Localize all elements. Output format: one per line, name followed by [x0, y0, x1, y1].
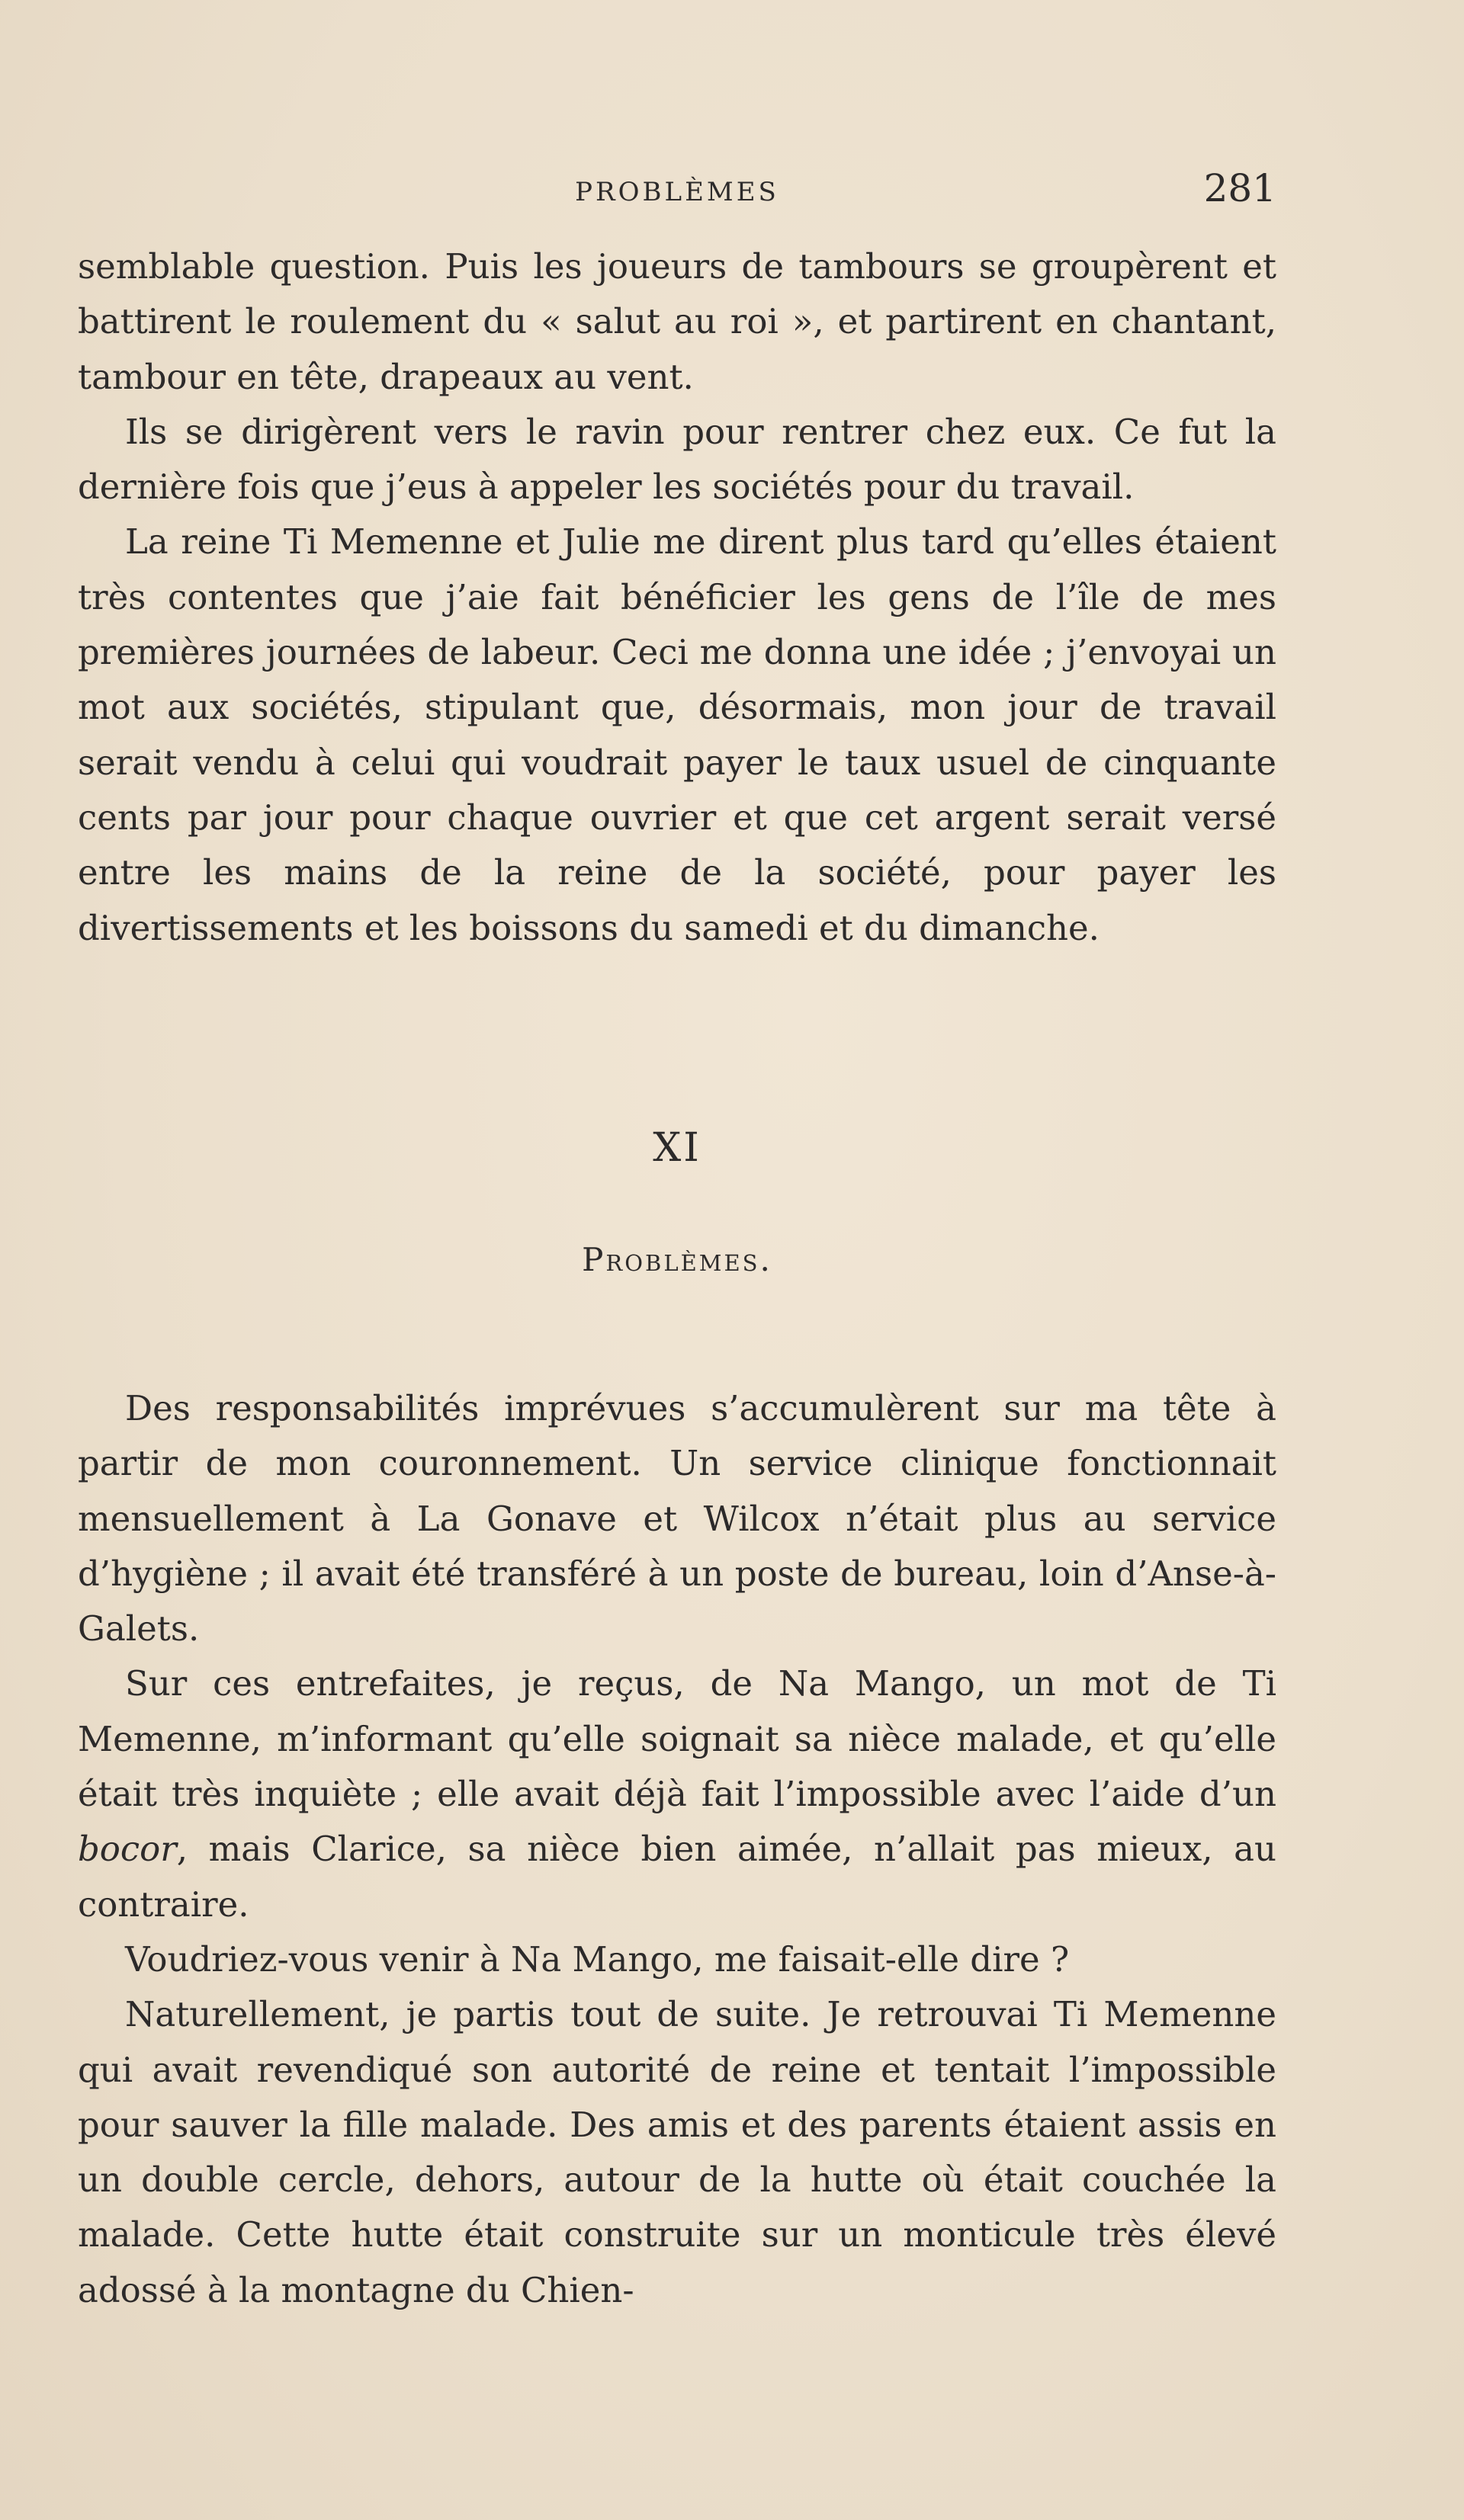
paragraph: semblable question. Puis les joueurs de tambours se groupèrent et battirent le roulement du « salut au roi », et partirent en chantant, tambour en tête, drapeaux au vent. [78, 246, 1276, 397]
paragraph: Naturellement, je partis tout de suite. Je retrouvai Ti Memenne qui avait revendiqué son autorité de reine et tentait l’impossible pour sauver la fille malade. Des amis et des parents étaient assis en un double cercle, dehors, autour de la hutte où était couchée la malade. Cette hutte était construite sur un monticule très élevé adossé à la montagne du Chien- [78, 1994, 1276, 2310]
chapter-text [78, 1381, 1276, 2318]
chapter-number: XI [653, 1125, 702, 1171]
paragraph: Voudriez-vous venir à Na Mango, me faisait-elle dire ? [125, 1938, 1070, 1980]
paragraph: Ils se dirigèrent vers le ravin pour rentrer chez eux. Ce fut la dernière fois que j’eus à appeler les sociétés pour du travail. [78, 411, 1276, 508]
page-number: 281 [1203, 166, 1276, 210]
paragraph-end: , mais Clarice, sa nièce bien aimée, n’allait pas mieux, au contraire. [78, 1829, 1276, 1925]
running-title: PROBLÈMES [575, 177, 779, 207]
emphasis-word: bocor [78, 1829, 177, 1870]
chapter-title: Problèmes. [582, 1241, 772, 1278]
paragraph: Des responsabilités imprévues s’accumulèrent sur ma tête à partir de mon couronnement. Un service clinique fonctionnait mensuellement à La Gonave et Wilcox n’était plus au service d’hygiène ; il avait été transféré à un poste de bureau, loin d’Anse-à-Galets. [78, 1388, 1276, 1650]
paragraph [78, 1656, 1276, 1932]
paragraph-start: Sur ces entrefaites, je reçus, de Na Mango, un mot de Ti Memenne, m’informant qu’elle soignait sa nièce malade, et qu’elle était très inquiète ; elle avait déjà fait l’impossible avec l’aide d’un [78, 1663, 1276, 1815]
continued-text [78, 239, 1276, 956]
paragraph: La reine Ti Memenne et Julie me dirent plus tard qu’elles étaient très contentes que j’aie fait bénéficier les gens de l’île de mes premières journées de labeur. Ceci me donna une idée ; j’envoyai un mot aux sociétés, stipulant que, désormais, mon jour de travail serait vendu à celui qui voudrait payer le taux usuel de cinquante cents par jour pour chaque ouvrier et que cet argent serait versé entre les mains de la reine de la société, pour payer les divertissements et les boissons du samedi et du dimanche. [78, 521, 1276, 948]
running-head [78, 166, 1276, 212]
